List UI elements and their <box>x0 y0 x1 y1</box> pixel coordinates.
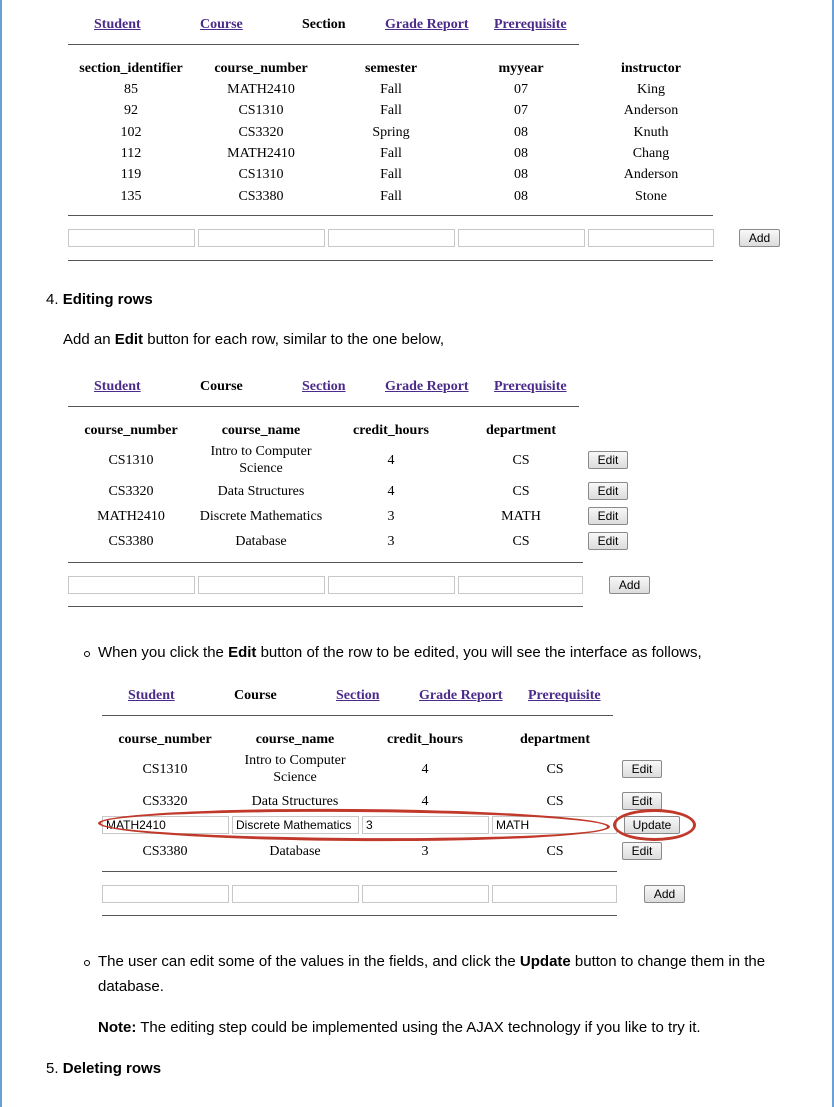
table-cell: Fall <box>380 189 402 204</box>
nav-prerequisite-link[interactable]: Prerequisite <box>494 17 567 32</box>
table-cell: King <box>637 82 665 97</box>
table-cell: CS <box>546 794 564 809</box>
nav-course-current: Course <box>234 688 277 703</box>
step5-title: Deleting rows <box>62 1060 162 1077</box>
bullet-circle-icon <box>84 960 90 966</box>
table-divider <box>102 915 617 916</box>
intro-bold: Edit <box>114 331 144 348</box>
bullet-text: button to change them in the <box>570 953 766 970</box>
edit-button[interactable]: Edit <box>588 507 628 525</box>
col-header: myyear <box>498 61 544 76</box>
step5-number: 5. <box>46 1060 59 1077</box>
table-cell: Stone <box>635 189 667 204</box>
col-header: course_number <box>214 61 308 76</box>
col-header: credit_hours <box>353 423 429 438</box>
step4-title: Editing rows <box>62 291 153 308</box>
table-cell: CS1310 <box>108 453 154 468</box>
step4-number: 4. <box>46 291 59 308</box>
table-cell: Fall <box>380 103 402 118</box>
table-cell: CS3380 <box>238 189 284 204</box>
col-header: section_identifier <box>79 61 183 76</box>
edit-button[interactable]: Edit <box>622 792 662 810</box>
col-header: course_name <box>255 732 335 747</box>
note-text <box>98 1016 701 1040</box>
table-cell: CS3320 <box>142 794 188 809</box>
table-cell: CS3320 <box>108 484 154 499</box>
table-cell: 08 <box>514 125 528 140</box>
table-cell: 3 <box>421 844 429 859</box>
col-header: department <box>486 423 556 438</box>
table-divider <box>102 871 617 872</box>
bullet-text: button of the row to be edited, you will see the interface as follows, <box>256 644 702 661</box>
new-course-name-input[interactable] <box>232 885 359 903</box>
new-course-number-input[interactable] <box>102 885 229 903</box>
table-cell: 119 <box>120 167 142 182</box>
add-section-button[interactable]: Add <box>739 229 780 247</box>
intro-text: button for each row, similar to the one below, <box>143 331 445 348</box>
col-header: course_name <box>221 423 301 438</box>
edit-button[interactable]: Edit <box>588 482 628 500</box>
nav-student-link[interactable]: Student <box>94 17 141 32</box>
nav-prerequisite-link[interactable]: Prerequisite <box>528 688 601 703</box>
table-cell: Intro to Computer Science <box>210 444 312 476</box>
table-cell: CS1310 <box>238 103 284 118</box>
nav-grade-report-link[interactable]: Grade Report <box>385 17 469 32</box>
note-body: The editing step could be implemented using the AJAX technology if you like to try it. <box>136 1019 701 1036</box>
table-cell: CS <box>512 484 530 499</box>
new-department-input[interactable] <box>492 885 617 903</box>
table-cell: CS1310 <box>142 762 188 777</box>
table-cell: CS <box>546 844 564 859</box>
table-cell: 08 <box>514 167 528 182</box>
table-cell: Database <box>269 844 321 859</box>
table-cell: Data Structures <box>251 794 339 809</box>
add-course-button[interactable]: Add <box>644 885 685 903</box>
nav-bar <box>0 688 834 710</box>
col-header: semester <box>364 61 418 76</box>
nav-course-link[interactable]: Course <box>200 17 243 32</box>
table-cell: MATH2410 <box>227 146 295 161</box>
table-cell: Fall <box>380 82 402 97</box>
highlight-oval-row <box>98 807 610 843</box>
col-header: course_number <box>84 423 178 438</box>
table-cell: Database <box>235 534 287 549</box>
bullet2-text-line2: database. <box>98 978 164 995</box>
nav-divider <box>102 715 613 716</box>
table-cell: 08 <box>514 146 528 161</box>
nav-prerequisite-link[interactable]: Prerequisite <box>494 379 567 394</box>
table-cell: Fall <box>380 167 402 182</box>
table-cell: 85 <box>124 82 138 97</box>
bullet-text: The user can edit some of the values in the fields, and click the <box>98 953 520 970</box>
edit-button[interactable]: Edit <box>622 760 662 778</box>
nav-grade-report-link[interactable]: Grade Report <box>419 688 503 703</box>
edit-button[interactable]: Edit <box>622 842 662 860</box>
col-header: credit_hours <box>387 732 463 747</box>
table-cell: CS3320 <box>238 125 284 140</box>
table-cell: CS <box>546 762 564 777</box>
edit-button[interactable]: Edit <box>588 532 628 550</box>
table-cell: Knuth <box>633 125 669 140</box>
table-cell: 4 <box>387 453 395 468</box>
table-cell: Anderson <box>623 103 679 118</box>
nav-section-current: Section <box>302 17 346 32</box>
table-cell: 07 <box>514 82 528 97</box>
highlight-oval-update <box>613 809 696 841</box>
nav-student-link[interactable]: Student <box>94 379 141 394</box>
table-cell: 4 <box>387 484 395 499</box>
table-cell: CS <box>512 534 530 549</box>
table-cell: Intro to Computer Science <box>244 753 346 785</box>
table-cell: CS3380 <box>108 534 154 549</box>
bullet-text: When you click the <box>98 644 229 661</box>
table-cell: CS1310 <box>238 167 284 182</box>
col-header: department <box>520 732 590 747</box>
bullet-bold: Update <box>519 953 571 970</box>
table-cell: MATH <box>501 509 541 524</box>
table-cell: 3 <box>387 509 395 524</box>
nav-student-link[interactable]: Student <box>128 688 175 703</box>
step5-heading <box>46 1057 161 1081</box>
table-cell: Spring <box>372 125 410 140</box>
add-course-button[interactable]: Add <box>609 576 650 594</box>
table-cell: 102 <box>120 125 142 140</box>
table-cell: Data Structures <box>217 484 305 499</box>
nav-course-current: Course <box>200 379 243 394</box>
edit-button[interactable]: Edit <box>588 451 628 469</box>
update-button[interactable]: Update <box>624 816 680 834</box>
nav-section-link[interactable]: Section <box>336 688 380 703</box>
table-cell: 07 <box>514 103 528 118</box>
intro-text: Add an <box>63 331 115 348</box>
new-credit-hours-input[interactable] <box>362 885 489 903</box>
table-cell: 135 <box>120 189 142 204</box>
table-cell: 92 <box>124 103 138 118</box>
note-label: Note: <box>98 1019 137 1036</box>
bullet-bold: Edit <box>228 644 257 661</box>
bullet2-text <box>98 950 765 974</box>
table-cell: CS <box>512 453 530 468</box>
table-cell: CS3380 <box>142 844 188 859</box>
table-cell: 3 <box>387 534 395 549</box>
col-header: instructor <box>621 61 681 76</box>
table-cell: Discrete Mathematics <box>199 509 323 524</box>
table-cell: Chang <box>632 146 670 161</box>
table-cell: 4 <box>421 762 429 777</box>
table-cell: 112 <box>120 146 142 161</box>
table-cell: MATH2410 <box>97 509 165 524</box>
col-header: course_number <box>118 732 212 747</box>
table-cell: Fall <box>380 146 402 161</box>
nav-grade-report-link[interactable]: Grade Report <box>385 379 469 394</box>
nav-section-link[interactable]: Section <box>302 379 346 394</box>
table-cell: MATH2410 <box>227 82 295 97</box>
table-cell: 08 <box>514 189 528 204</box>
table-cell: 4 <box>421 794 429 809</box>
table-cell: Anderson <box>623 167 679 182</box>
